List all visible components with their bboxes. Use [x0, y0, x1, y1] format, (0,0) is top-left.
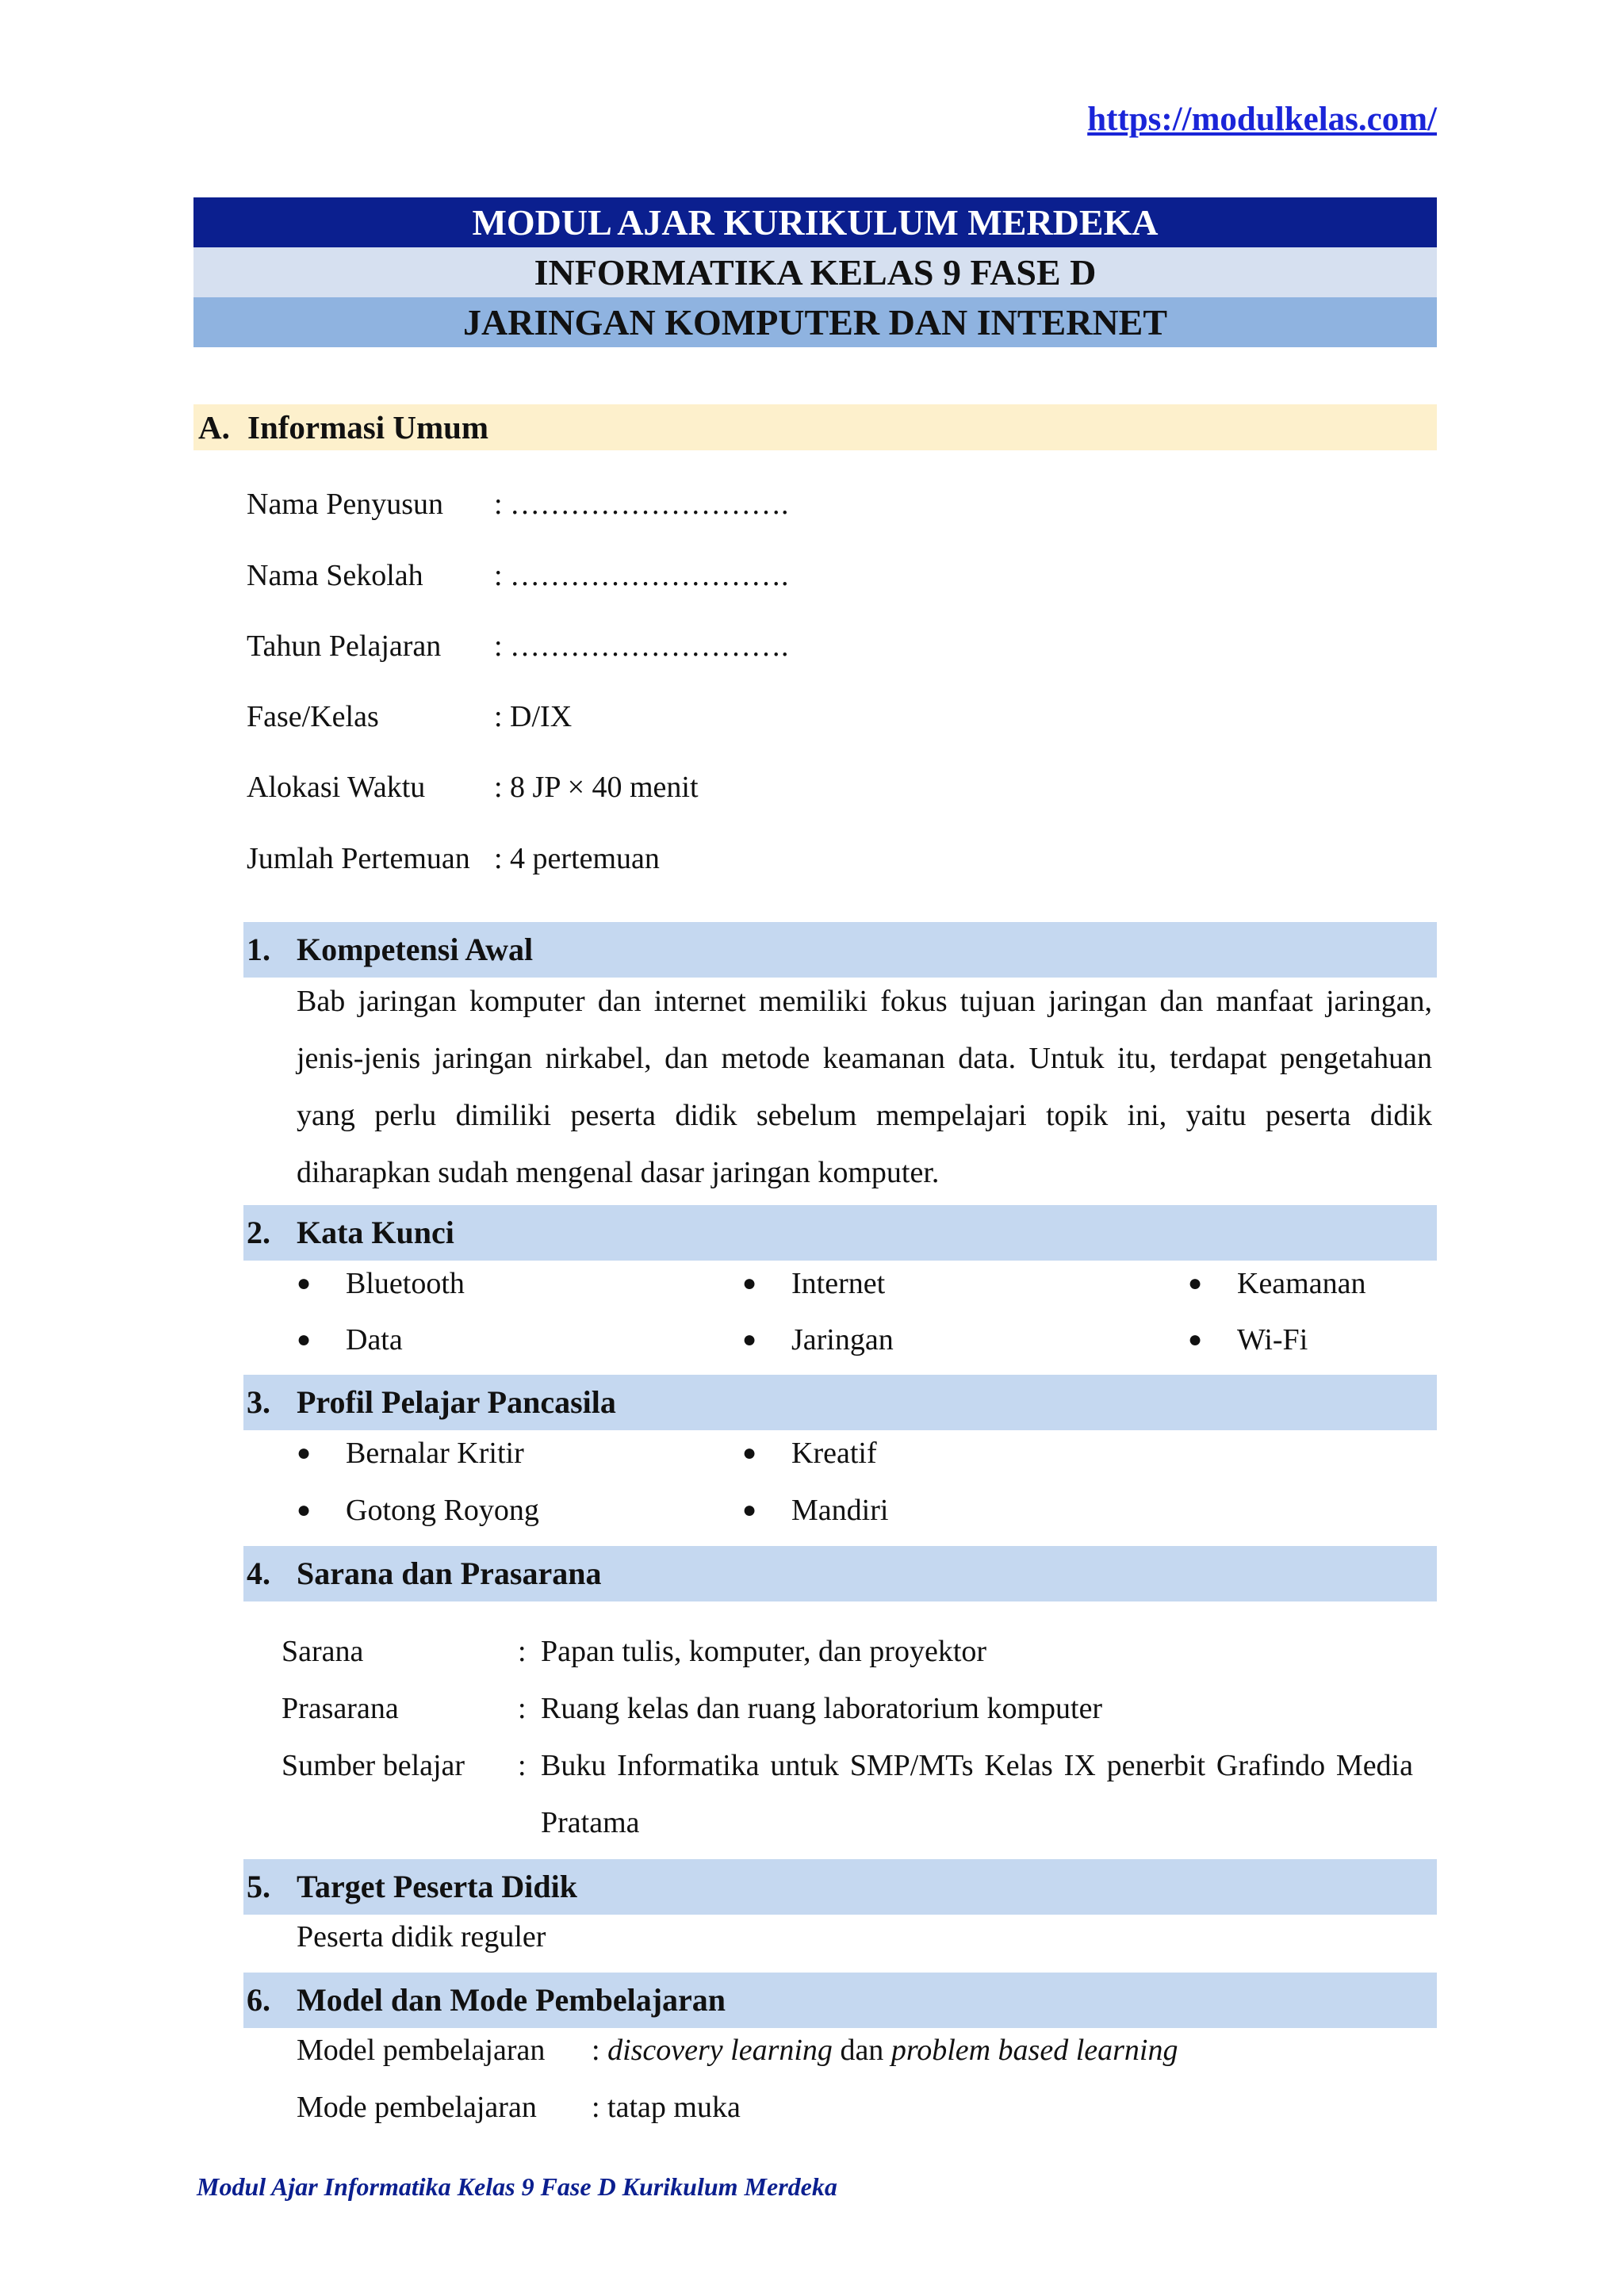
info-label: Nama Sekolah — [247, 559, 423, 592]
bullet-icon: ● — [742, 1440, 757, 1466]
profile-text: Gotong Royong — [346, 1494, 539, 1527]
facility-colon: : — [518, 1635, 527, 1668]
facility-colon: : — [518, 1749, 527, 1782]
subsection-kompetensi-awal — [243, 922, 1437, 978]
keyword-item — [742, 1320, 1139, 1360]
subsection-number: 1. — [247, 932, 270, 967]
info-value: : 8 JP × 40 menit — [494, 771, 699, 804]
page-footer: Modul Ajar Informatika Kelas 9 Fase D Kurikulum Merdeka — [197, 2172, 837, 2201]
facility-label: Sumber belajar — [282, 1749, 465, 1782]
facility-value: Ruang kelas dan ruang laboratorium komputer — [541, 1692, 1103, 1725]
kompetensi-awal-paragraph — [297, 973, 1432, 1201]
info-value: : ………………………. — [494, 629, 789, 663]
model-label: Model pembelajaran — [297, 2034, 546, 2067]
subsection-number: 2. — [247, 1215, 270, 1250]
mode-row — [297, 2087, 1431, 2127]
facility-row — [282, 1623, 1431, 1680]
keyword-item — [742, 1264, 1139, 1303]
keyword-item — [297, 1264, 693, 1303]
section-a-title: Informasi Umum — [247, 409, 489, 446]
target-text: Peserta didik reguler — [297, 1920, 546, 1954]
info-label: Nama Penyusun — [247, 488, 444, 521]
subsection-number: 4. — [247, 1556, 270, 1591]
subsection-number: 3. — [247, 1384, 270, 1420]
subsection-title: Target Peserta Didik — [297, 1869, 578, 1904]
bullet-icon: ● — [297, 1326, 312, 1353]
profile-item — [742, 1490, 1139, 1530]
bullet-icon: ● — [297, 1270, 312, 1296]
bullet-icon: ● — [742, 1497, 757, 1523]
model-colon: : — [592, 2034, 600, 2067]
bullet-icon: ● — [297, 1497, 312, 1523]
info-label: Tahun Pelajaran — [247, 629, 442, 663]
profile-item — [297, 1490, 693, 1530]
facility-value: Buku Informatika untuk SMP/MTs Kelas IX penerbit Grafindo Media Pratama — [541, 1749, 1413, 1839]
subsection-title: Model dan Mode Pembelajaran — [297, 1982, 726, 2018]
keyword-text: Jaringan — [791, 1323, 894, 1357]
profile-text: Mandiri — [791, 1494, 889, 1527]
info-label: Jumlah Pertemuan — [247, 842, 470, 875]
model-value — [592, 2030, 1178, 2070]
subsection-title: Kata Kunci — [297, 1215, 454, 1250]
keyword-item — [297, 1320, 693, 1360]
facility-row — [282, 1737, 1431, 1851]
keyword-text: Data — [346, 1323, 403, 1357]
subsection-title: Kompetensi Awal — [297, 932, 534, 967]
subsection-title: Profil Pelajar Pancasila — [297, 1384, 616, 1420]
keyword-text: Internet — [791, 1267, 886, 1300]
profile-item — [742, 1433, 1139, 1473]
keyword-text: Keamanan — [1237, 1267, 1366, 1300]
model-discovery-learning: discovery learning — [607, 2034, 833, 2067]
mode-label: Mode pembelajaran — [297, 2091, 537, 2124]
paragraph-text: Bab jaringan komputer dan internet memiliki fokus tujuan jaringan dan manfaat jaringan, jenis-jenis jaringan nirkabel, dan metode keamanan data. Untuk itu, terdapat pengetahuan yang perlu dimiliki peserta didik sebelum mempelajari topik ini, yaitu peserta didik diharapkan sudah mengenal dasar jaringan komputer. — [297, 985, 1432, 1189]
source-url-link[interactable]: https://modulkelas.com/ — [1087, 101, 1437, 138]
model-problem-based-learning: problem based learning — [891, 2034, 1178, 2067]
subsection-number: 6. — [247, 1982, 270, 2018]
keyword-item — [1188, 1320, 1426, 1360]
profile-text: Bernalar Kritir — [346, 1437, 524, 1470]
facility-colon: : — [518, 1692, 527, 1725]
facility-label: Prasarana — [282, 1692, 399, 1725]
info-value: : ………………………. — [494, 559, 789, 592]
bullet-icon: ● — [742, 1270, 757, 1296]
mode-value: : tatap muka — [592, 2091, 741, 2124]
subsection-title: Sarana dan Prasarana — [297, 1556, 602, 1591]
bullet-icon: ● — [1188, 1270, 1203, 1296]
keyword-item — [1188, 1264, 1426, 1303]
subsection-target-peserta-didik — [243, 1859, 1437, 1915]
bullet-icon: ● — [742, 1326, 757, 1353]
profile-item — [297, 1433, 693, 1473]
section-a-heading — [193, 404, 1437, 450]
subsection-profil-pelajar-pancasila — [243, 1375, 1437, 1430]
section-a-letter: A. — [198, 409, 230, 446]
facility-value: Papan tulis, komputer, dan proyektor — [541, 1635, 987, 1668]
subsection-model-mode-pembelajaran — [243, 1973, 1437, 2028]
info-label: Fase/Kelas — [247, 700, 379, 733]
bullet-icon: ● — [1188, 1326, 1203, 1353]
facility-label: Sarana — [282, 1635, 364, 1668]
banner-title-modul: MODUL AJAR KURIKULUM MERDEKA — [193, 197, 1437, 247]
banner-title-topic: JARINGAN KOMPUTER DAN INTERNET — [193, 297, 1437, 347]
model-row — [297, 2030, 1431, 2070]
keyword-text: Wi-Fi — [1237, 1323, 1308, 1357]
model-conjunction: dan — [840, 2034, 884, 2067]
info-value: : 4 pertemuan — [494, 842, 660, 875]
subsection-number: 5. — [247, 1869, 270, 1904]
profile-text: Kreatif — [791, 1437, 877, 1470]
subsection-sarana-prasarana — [243, 1546, 1437, 1601]
facility-row — [282, 1680, 1431, 1737]
banner-title-subject: INFORMATIKA KELAS 9 FASE D — [193, 247, 1437, 297]
bullet-icon: ● — [297, 1440, 312, 1466]
keyword-text: Bluetooth — [346, 1267, 465, 1300]
subsection-kata-kunci — [243, 1205, 1437, 1261]
info-value: : D/IX — [494, 700, 573, 733]
info-label: Alokasi Waktu — [247, 771, 426, 804]
info-value: : ………………………. — [494, 488, 789, 521]
